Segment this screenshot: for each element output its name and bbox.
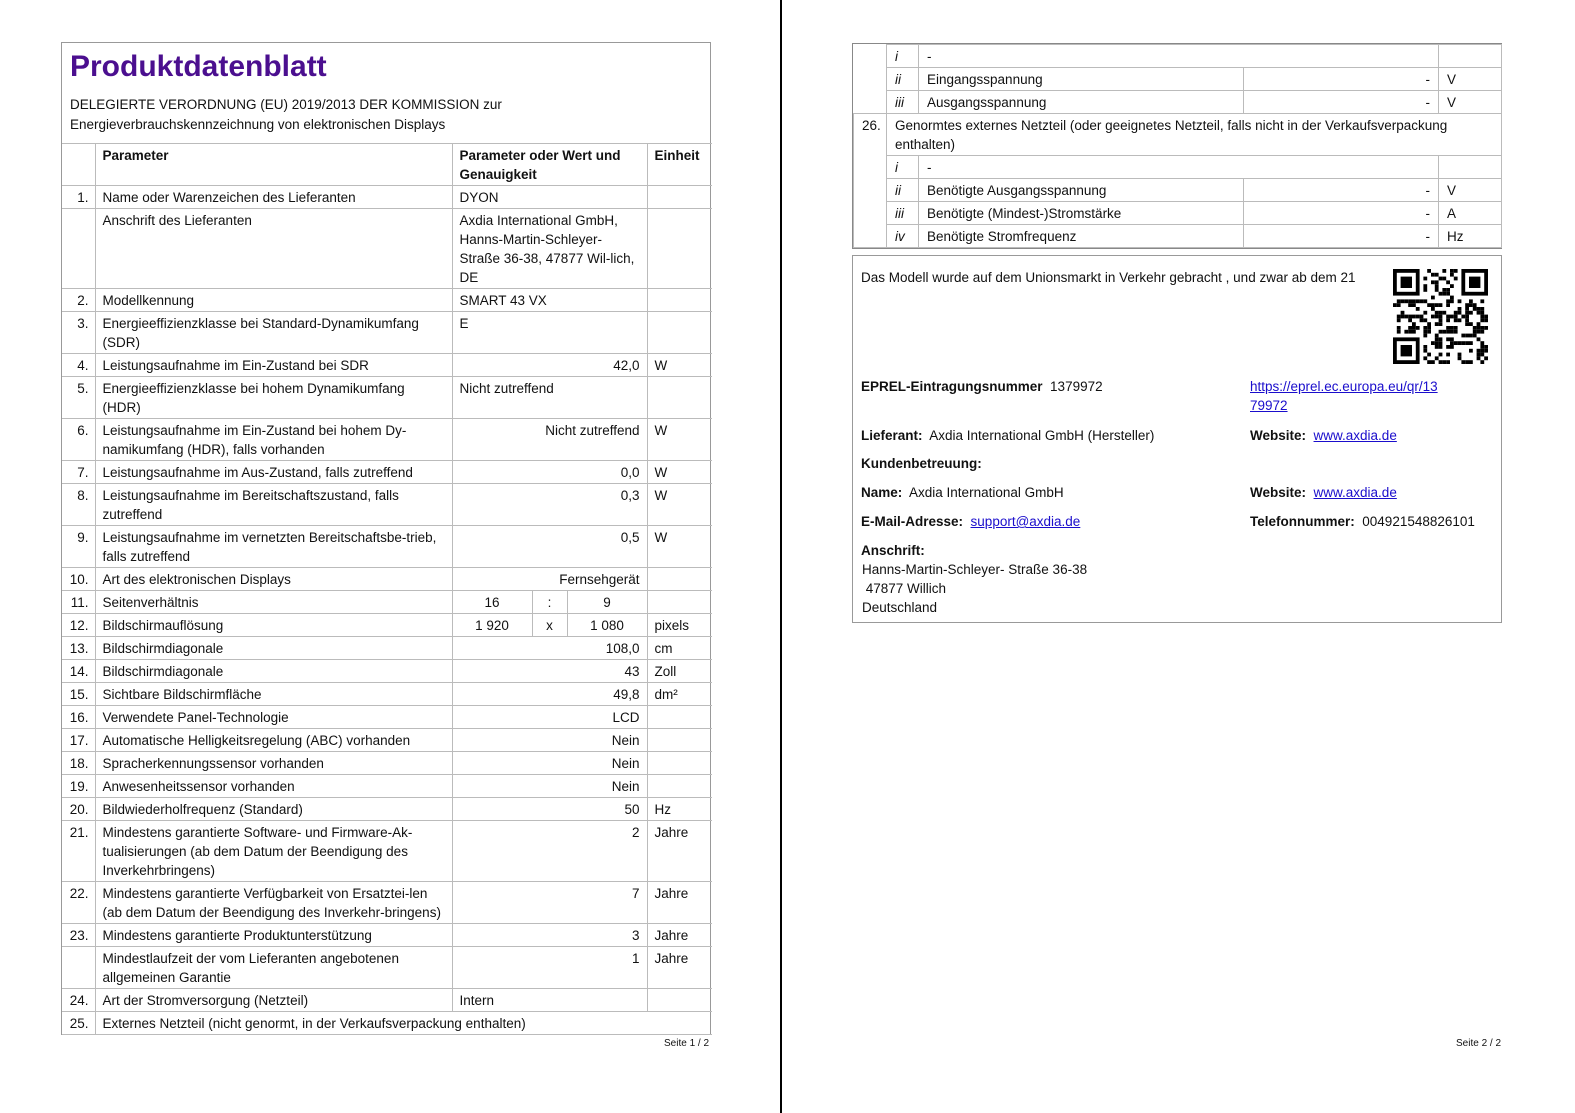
parameter-table: [62, 143, 712, 1035]
row-number: 11.: [62, 591, 95, 614]
row-number: 14.: [62, 660, 95, 683]
table-row: [62, 821, 712, 882]
row-number: 17.: [62, 729, 95, 752]
row-parameter: Mindestens garantierte Produktunterstützung: [95, 924, 452, 947]
eprel-link-line-2[interactable]: 79972: [1250, 398, 1288, 413]
row-value: 3: [452, 924, 647, 947]
roman-numeral: iv: [887, 225, 919, 248]
row-number: 20.: [62, 798, 95, 821]
table-row: [62, 461, 712, 484]
subtable-row: [854, 45, 1502, 68]
roman-numeral: i: [887, 156, 919, 179]
row-value: 7: [452, 882, 647, 924]
row-number: 21.: [62, 821, 95, 882]
row-parameter: Energieeffizienzklasse bei Standard-Dynamikumfang (SDR): [95, 312, 452, 354]
row-parameter: Mindestens garantierte Verfügbarkeit von Ersatztei-len (ab dem Datum der Beendigung des Inverkehr-bringens): [95, 882, 452, 924]
row-number: 16.: [62, 706, 95, 729]
subtable-row: [854, 156, 1502, 179]
row-unit: [647, 729, 712, 752]
sub-value: -: [1244, 91, 1439, 114]
eprel-label: EPREL-Eintragungsnummer: [861, 379, 1043, 394]
table-row: [62, 186, 712, 209]
website-label: Website:: [1250, 428, 1307, 443]
row-value: Nicht zutreffend: [452, 377, 647, 419]
header-value: Parameter oder Wert und Genauigkeit: [452, 144, 647, 186]
row-unit: Jahre: [647, 924, 712, 947]
roman-numeral: ii: [887, 179, 919, 202]
table-row: [62, 526, 712, 568]
row-parameter: Modellkennung: [95, 289, 452, 312]
sub-value: -: [1244, 202, 1439, 225]
row-unit: [647, 377, 712, 419]
sub-label: -: [919, 45, 1439, 68]
sub-unit: V: [1439, 68, 1502, 91]
row-unit: [647, 312, 712, 354]
address-line-1: Hanns-Martin-Schleyer- Straße 36-38: [862, 562, 1088, 577]
supplier-label: Lieferant:: [861, 428, 923, 443]
row-unit: W: [647, 419, 712, 461]
row-number: 1.: [62, 186, 95, 209]
table-row: [62, 882, 712, 924]
row-number: 19.: [62, 775, 95, 798]
row-parameter: Mindestens garantierte Software- und Firmware-Ak-tualisierungen (ab dem Datum der Beendigung des Inverkehrbringens): [95, 821, 452, 882]
sub-unit: [1439, 156, 1502, 179]
row-unit: [647, 775, 712, 798]
row-unit: [647, 591, 712, 614]
table-row: [62, 484, 712, 526]
row-parameter: Anschrift des Lieferanten: [95, 209, 452, 289]
row-unit: pixels: [647, 614, 712, 637]
row-value: E: [452, 312, 647, 354]
website-link[interactable]: www.axdia.de: [1313, 428, 1397, 443]
sub-label: -: [919, 156, 1439, 179]
row-value: Intern: [452, 989, 647, 1012]
row-value: 43: [452, 660, 647, 683]
row-parameter: Spracherkennungssensor vorhanden: [95, 752, 452, 775]
header-unit: Einheit: [647, 144, 712, 186]
support-heading: Kundenbetreuung:: [861, 456, 982, 471]
row-value-sep: :: [532, 591, 567, 614]
sub-label: Eingangsspannung: [919, 68, 1244, 91]
row-value: 0,0: [452, 461, 647, 484]
eprel-link-line-1[interactable]: https://eprel.ec.europa.eu/qr/13: [1250, 379, 1438, 394]
sub-label: Benötigte Ausgangsspannung: [919, 179, 1244, 202]
table-row: [62, 706, 712, 729]
row-value: 1: [452, 947, 647, 989]
row-number: 6.: [62, 419, 95, 461]
row-parameter: Bildschirmdiagonale: [95, 660, 452, 683]
website2-label: Website:: [1250, 485, 1307, 500]
row-value: Nein: [452, 729, 647, 752]
row-number: 10.: [62, 568, 95, 591]
row-unit: [647, 289, 712, 312]
row-parameter: Leistungsaufnahme im vernetzten Bereitschaftsbe-trieb, falls zutreffend: [95, 526, 452, 568]
row-unit: Zoll: [647, 660, 712, 683]
row-parameter: Bildwiederholfrequenz (Standard): [95, 798, 452, 821]
row-value: 2: [452, 821, 647, 882]
row-unit: W: [647, 484, 712, 526]
roman-numeral: iii: [887, 202, 919, 225]
row-value: 0,5: [452, 526, 647, 568]
table-row: [62, 924, 712, 947]
row-number: 13.: [62, 637, 95, 660]
page-1-datasheet: [61, 42, 711, 1035]
address-line-2: 47877 Willich: [862, 581, 947, 596]
row-unit: [647, 989, 712, 1012]
row-value: Nicht zutreffend: [452, 419, 647, 461]
row-number: 15.: [62, 683, 95, 706]
row-number: [62, 209, 95, 289]
row-unit: Jahre: [647, 821, 712, 882]
row-value: Axdia International GmbH, Hanns-Martin-Schleyer-Straße 36-38, 47877 Wil-lich, DE: [452, 209, 647, 289]
row-unit: [647, 706, 712, 729]
row-unit: [647, 568, 712, 591]
eprel-number: 1379972: [1050, 379, 1103, 394]
subtitle-line-2: Energieverbrauchskennzeichnung von elektronischen Displays: [70, 117, 446, 132]
row-value: 42,0: [452, 354, 647, 377]
subtable-row: [854, 179, 1502, 202]
page-2-table: [852, 43, 1502, 249]
table-row: [62, 775, 712, 798]
row-parameter: Bildschirmdiagonale: [95, 637, 452, 660]
row-unit: dm²: [647, 683, 712, 706]
table-row: [62, 660, 712, 683]
page-number-1: Seite 1 / 2: [664, 1038, 710, 1049]
row-parameter: Anwesenheitssensor vorhanden: [95, 775, 452, 798]
table-row: [62, 568, 712, 591]
row-number: 12.: [62, 614, 95, 637]
row-value: 0,3: [452, 484, 647, 526]
row-unit: Jahre: [647, 882, 712, 924]
row-parameter: Leistungsaufnahme im Ein-Zustand bei SDR: [95, 354, 452, 377]
address-line-3: Deutschland: [862, 600, 938, 615]
row-unit: Jahre: [647, 947, 712, 989]
sub-value: -: [1244, 179, 1439, 202]
row-value-b: 1 080: [567, 614, 647, 637]
row-number: 8.: [62, 484, 95, 526]
row-value: 50: [452, 798, 647, 821]
row-value: SMART 43 VX: [452, 289, 647, 312]
row-value: Fernsehgerät: [452, 568, 647, 591]
row-number: 2.: [62, 289, 95, 312]
row-value-a: 1 920: [452, 614, 532, 637]
row-value: 108,0: [452, 637, 647, 660]
row-parameter: Bildschirmauflösung: [95, 614, 452, 637]
table-row: [62, 289, 712, 312]
table-row: [62, 1012, 712, 1035]
email-label: E-Mail-Adresse:: [861, 514, 964, 529]
row-unit: [647, 186, 712, 209]
row-value: Nein: [452, 752, 647, 775]
address-label: Anschrift:: [861, 543, 925, 558]
supplier-value: Axdia International GmbH (Hersteller): [929, 428, 1155, 443]
row-value-a: 16: [452, 591, 532, 614]
name-value: Axdia International GmbH: [909, 485, 1064, 500]
row-unit: [647, 752, 712, 775]
row-number: 4.: [62, 354, 95, 377]
sub-unit: A: [1439, 202, 1502, 225]
sub-label: Benötigte (Mindest-)Stromstärke: [919, 202, 1244, 225]
row-parameter: Leistungsaufnahme im Bereitschaftszustand, falls zutreffend: [95, 484, 452, 526]
table-row: [62, 614, 712, 637]
row-number: 25.: [62, 1012, 95, 1035]
row-number: 5.: [62, 377, 95, 419]
row-unit: Hz: [647, 798, 712, 821]
website2-link[interactable]: www.axdia.de: [1313, 485, 1397, 500]
header-parameter: Parameter: [95, 144, 452, 186]
sub-unit: Hz: [1439, 225, 1502, 248]
page-title: Produktdatenblatt: [70, 50, 327, 83]
row-number: [62, 947, 95, 989]
sub-value: -: [1244, 68, 1439, 91]
sub-unit: V: [1439, 91, 1502, 114]
table-row: [62, 591, 712, 614]
phone-label: Telefonnummer:: [1250, 514, 1355, 529]
subtitle-line-1: DELEGIERTE VERORDNUNG (EU) 2019/2013 DER KOMMISSION zur: [70, 97, 502, 112]
row-parameter: Verwendete Panel-Technologie: [95, 706, 452, 729]
eprel-link[interactable]: [1250, 377, 1438, 415]
sub-value: -: [1244, 225, 1439, 248]
row-value-b: 9: [567, 591, 647, 614]
regulation-subtitle: [62, 95, 710, 143]
table-row: [62, 989, 712, 1012]
table-row: [62, 729, 712, 752]
row-value: Nein: [452, 775, 647, 798]
row-parameter: Sichtbare Bildschirmfläche: [95, 683, 452, 706]
subtable-row: [854, 68, 1502, 91]
row-value: DYON: [452, 186, 647, 209]
row-parameter: Leistungsaufnahme im Ein-Zustand bei hohem Dy-namikumfang (HDR), falls vorhanden: [95, 419, 452, 461]
row-parameter: Automatische Helligkeitsregelung (ABC) vorhanden: [95, 729, 452, 752]
row-number: 7.: [62, 461, 95, 484]
row-parameter: Name oder Warenzeichen des Lieferanten: [95, 186, 452, 209]
qr-code-icon[interactable]: [1393, 269, 1488, 364]
sub-label: Benötigte Stromfrequenz: [919, 225, 1244, 248]
row-parameter: Genormtes externes Netzteil (oder geeignetes Netzteil, falls nicht in der Verkaufsverpackung enthalten): [887, 114, 1502, 156]
table-row: [62, 683, 712, 706]
row-number: 3.: [62, 312, 95, 354]
roman-numeral: ii: [887, 68, 919, 91]
row-number: 26.: [854, 114, 887, 248]
table-row: [62, 798, 712, 821]
row-unit: cm: [647, 637, 712, 660]
table-row: [62, 752, 712, 775]
table-row-26: [854, 114, 1502, 156]
row-value: 49,8: [452, 683, 647, 706]
subtable-row: [854, 91, 1502, 114]
header-num: [62, 144, 95, 186]
market-date-text: Das Modell wurde auf dem Unionsmarkt in Verkehr gebracht , und zwar ab dem 21: [861, 270, 1356, 285]
sub-unit: V: [1439, 179, 1502, 202]
row-number: 23.: [62, 924, 95, 947]
row-number: 9.: [62, 526, 95, 568]
row-parameter: Leistungsaufnahme im Aus-Zustand, falls zutreffend: [95, 461, 452, 484]
table-row: [62, 354, 712, 377]
table-header: [62, 144, 712, 186]
row-unit: [647, 209, 712, 289]
subtable-row: [854, 202, 1502, 225]
row-unit: W: [647, 354, 712, 377]
row-parameter: Mindestlaufzeit der vom Lieferanten angebotenen allgemeinen Garantie: [95, 947, 452, 989]
row-unit: W: [647, 461, 712, 484]
row-parameter: Art des elektronischen Displays: [95, 568, 452, 591]
roman-numeral: iii: [887, 91, 919, 114]
row-value-sep: x: [532, 614, 567, 637]
page-divider: [780, 0, 782, 1113]
row-unit: W: [647, 526, 712, 568]
supplier-info-box: [852, 255, 1502, 623]
row-number: 22.: [62, 882, 95, 924]
row-number: 24.: [62, 989, 95, 1012]
table-row: [62, 637, 712, 660]
row-parameter: Art der Stromversorgung (Netzteil): [95, 989, 452, 1012]
roman-numeral: i: [887, 45, 919, 68]
sub-label: Ausgangsspannung: [919, 91, 1244, 114]
row-value: LCD: [452, 706, 647, 729]
name-label: Name:: [861, 485, 903, 500]
table-row: [62, 209, 712, 289]
phone-value: 004921548826101: [1362, 514, 1475, 529]
sub-unit: [1439, 45, 1502, 68]
subtable-row: [854, 225, 1502, 248]
table-row: [62, 312, 712, 354]
table-row: [62, 419, 712, 461]
row-number: 18.: [62, 752, 95, 775]
row-parameter: Energieeffizienzklasse bei hohem Dynamikumfang (HDR): [95, 377, 452, 419]
row-parameter: Externes Netzteil (nicht genormt, in der Verkaufsverpackung enthalten): [95, 1012, 712, 1035]
email-link[interactable]: support@axdia.de: [970, 514, 1081, 529]
page-number-2: Seite 2 / 2: [1456, 1038, 1502, 1049]
table-row: [62, 377, 712, 419]
table-row: [62, 947, 712, 989]
row-parameter: Seitenverhältnis: [95, 591, 452, 614]
row-number-cell: [854, 45, 887, 114]
